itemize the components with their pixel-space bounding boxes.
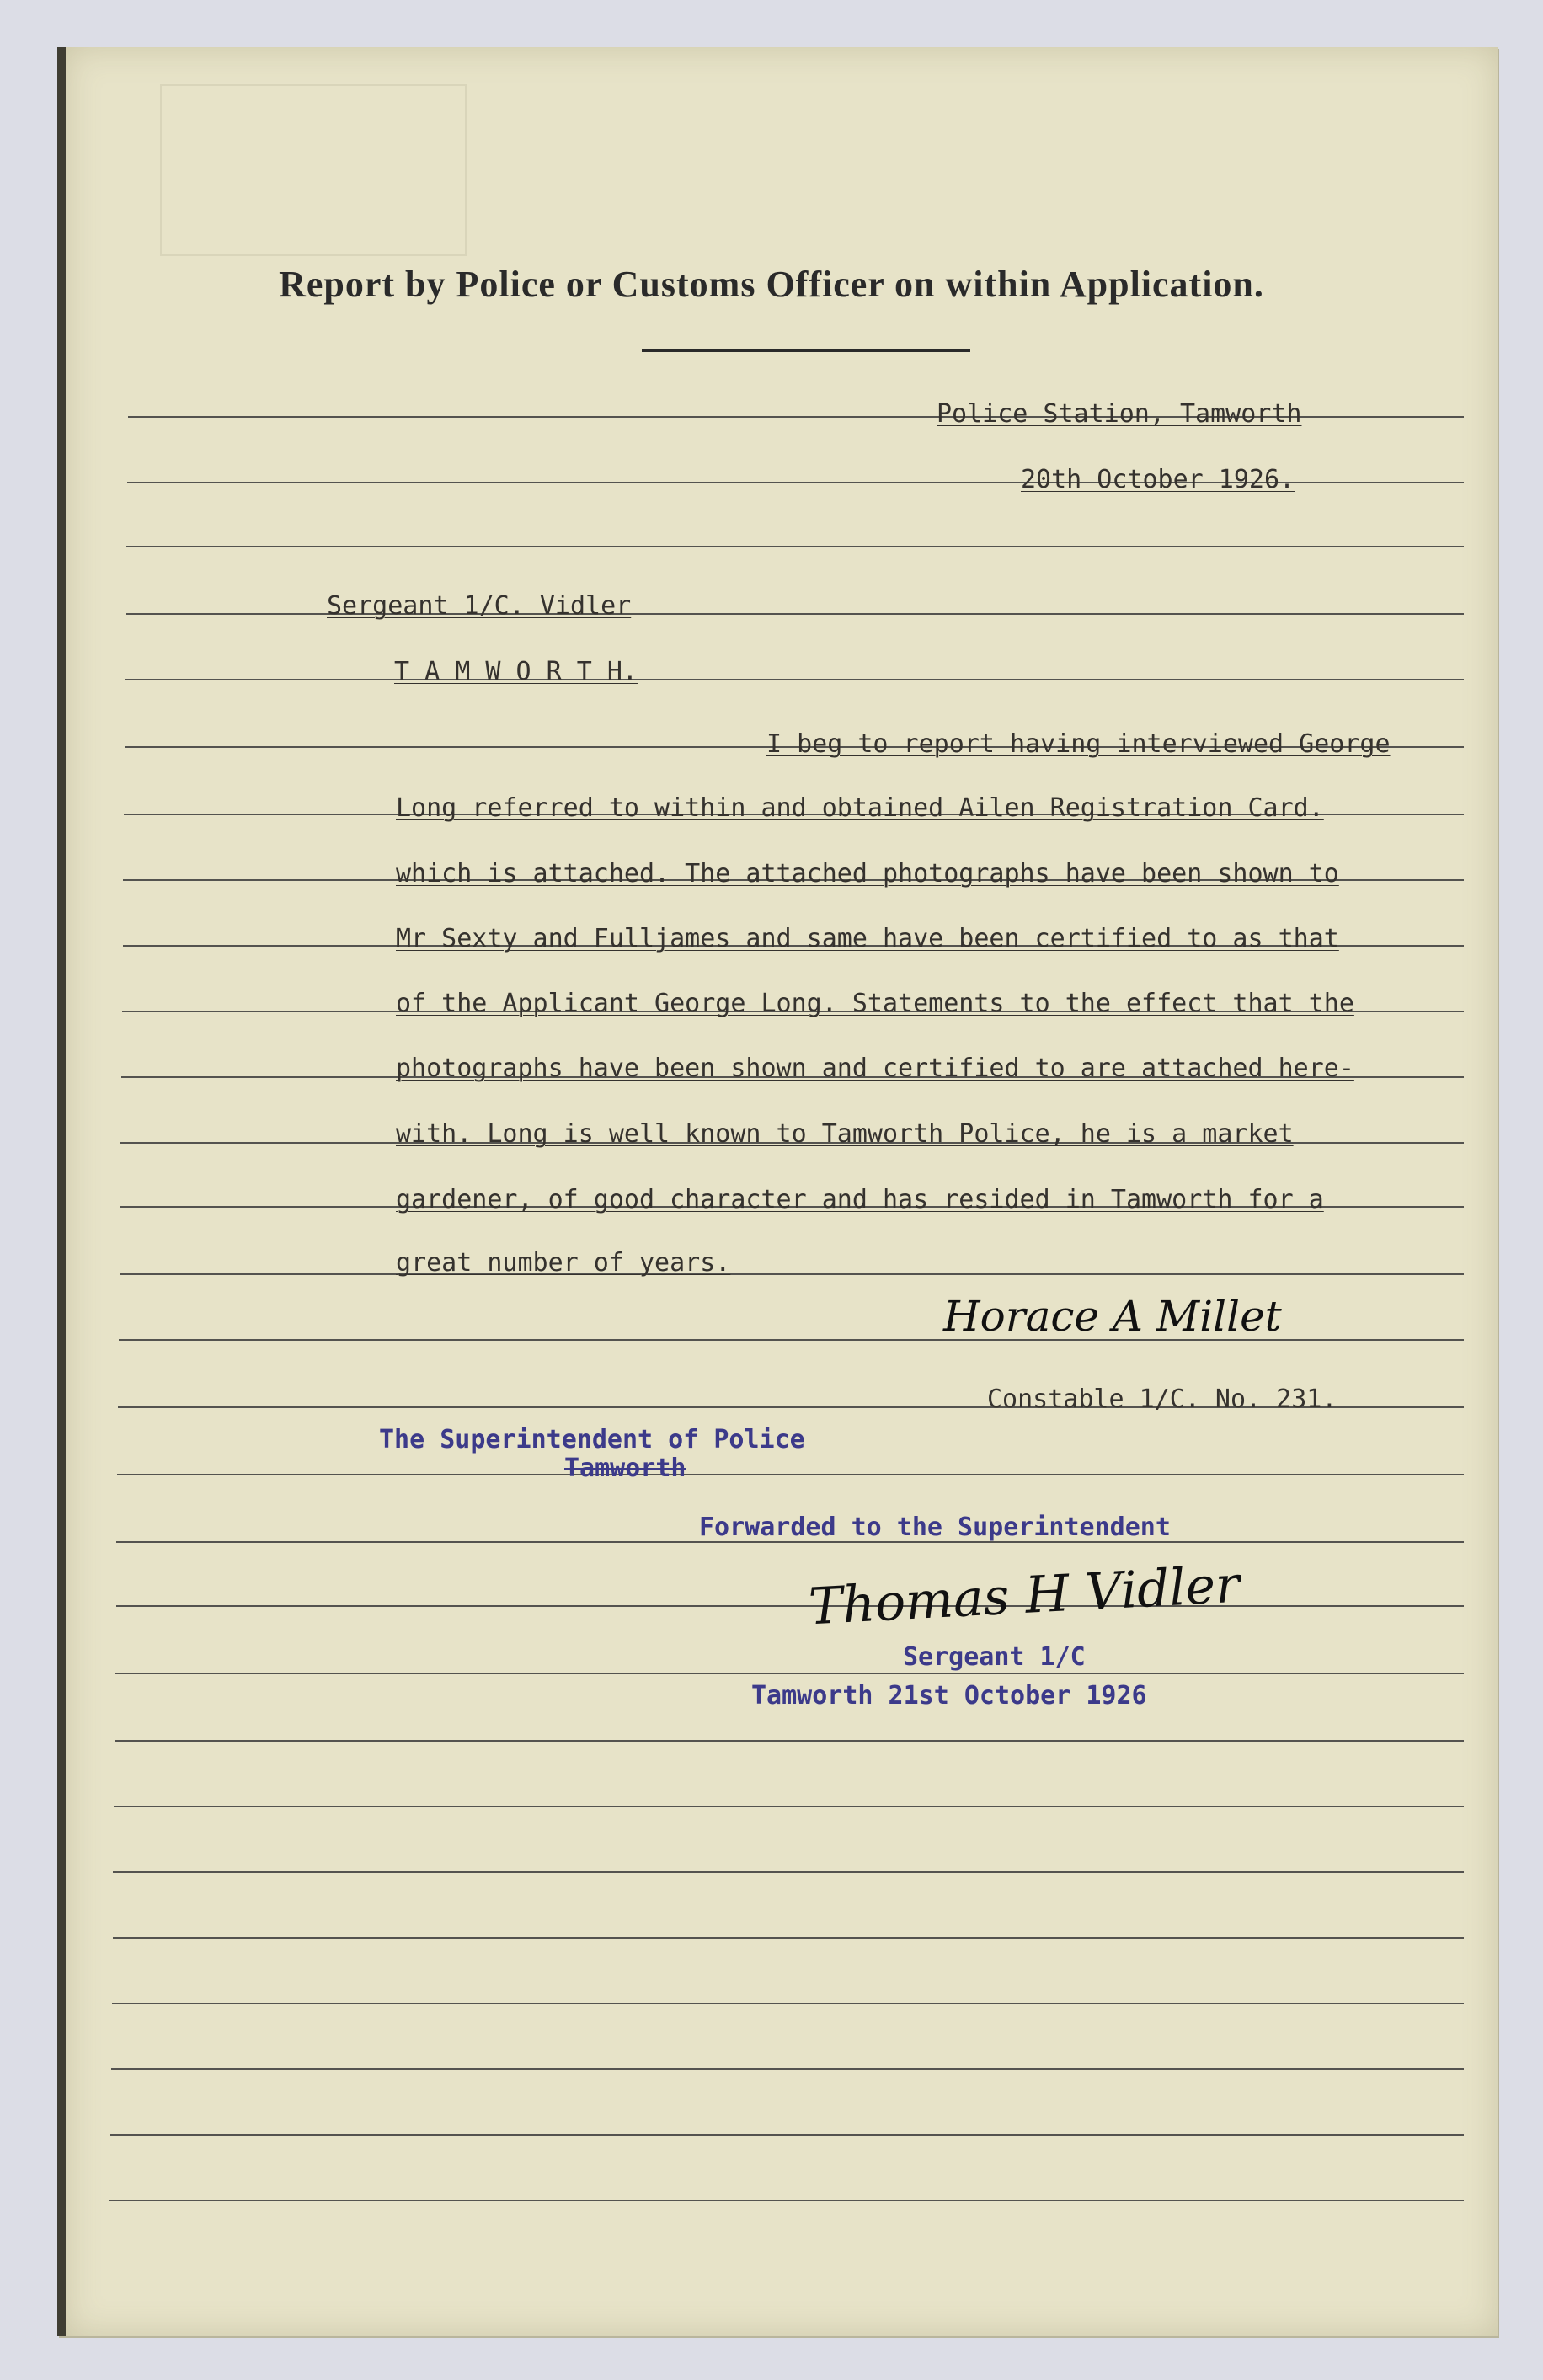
body-line: Long referred to within and obtained Ailen Registration Card. <box>396 793 1324 823</box>
form-title: Report by Police or Customs Officer on within Application. <box>279 264 1264 305</box>
constable-title: Constable 1/C. No. 231. <box>987 1385 1337 1414</box>
body-line: Mr Sexty and Fulljames and same have been certified to as that <box>396 924 1339 953</box>
constable-signature: Horace A Millet <box>943 1292 1282 1341</box>
body-line: gardener, of good character and has resided in Tamworth for a <box>396 1185 1324 1214</box>
ruled-line <box>111 2068 1464 2070</box>
forwarded-stamp: Forwarded to the Superintendent <box>699 1513 1171 1542</box>
sergeant-signature: Thomas H Vidler <box>807 1555 1241 1637</box>
body-line: of the Applicant George Long. Statements to the effect that the <box>396 989 1354 1018</box>
station-line: Police Station, Tamworth <box>937 399 1302 429</box>
ruled-line <box>114 1806 1464 1807</box>
ruled-line <box>117 1474 1464 1475</box>
ruled-line <box>115 1673 1464 1674</box>
addressee-name: Sergeant 1/C. Vidler <box>327 591 632 621</box>
title-underline <box>642 349 970 352</box>
addressee-place: T A M W O R T H. <box>394 657 638 686</box>
ruled-line <box>110 2134 1464 2136</box>
ruled-line <box>125 679 1464 680</box>
ruled-line <box>126 546 1464 547</box>
body-line: I beg to report having interviewed George <box>766 729 1391 759</box>
ruled-line <box>109 2200 1464 2201</box>
ruled-line <box>115 1740 1464 1742</box>
body-line: which is attached. The attached photographs have been shown to <box>396 859 1339 888</box>
body-line: great number of years. <box>396 1248 731 1278</box>
ruled-line <box>116 1605 1464 1607</box>
ruled-line <box>112 2003 1464 2004</box>
sergeant-title: Sergeant 1/C <box>903 1642 1086 1672</box>
superintendent-stamp-line1: The Superintendent of Police <box>379 1425 805 1454</box>
body-line: photographs have been shown and certified to are attached here- <box>396 1054 1354 1083</box>
superintendent-stamp-line2: Tamworth <box>564 1454 686 1483</box>
body-line: with. Long is well known to Tamworth Police, he is a market <box>396 1119 1294 1149</box>
report-date: 20th October 1926. <box>1021 465 1295 494</box>
faded-registry-stamp <box>160 84 467 256</box>
ruled-line <box>113 1937 1464 1939</box>
ruled-line <box>120 1273 1464 1275</box>
ruled-line <box>113 1871 1464 1873</box>
forward-date-stamp: Tamworth 21st October 1926 <box>751 1681 1147 1710</box>
